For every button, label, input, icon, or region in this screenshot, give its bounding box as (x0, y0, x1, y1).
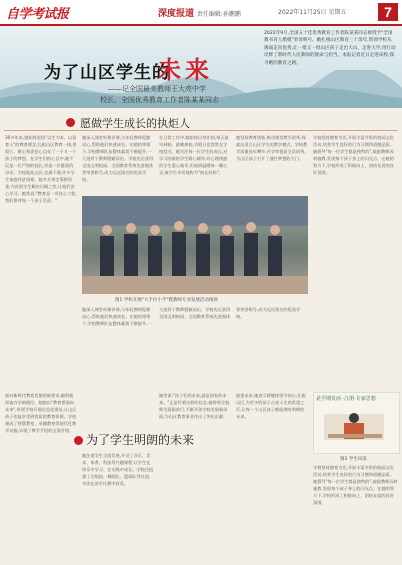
hero-subtitle-1: ——记全国最美教师王大亮中学 (108, 85, 206, 93)
section1-right-column: 学校坚持德育为先,开展丰富多彩的校园文化活动,培养学生良好的行为习惯和道德品质。她倡导"每一位学生都是独特的",鼓励教师因材施教,发现每个孩子身上的闪光点。在她的努力下,学校形成了积极向上、团结友爱的良好氛围。 (313, 135, 394, 175)
section2-column-4: 展望未来,她表示将继续坚守初心,扎根山区,为更多的孩子点亮人生的希望之灯,让每一个山区孩子都能拥有明朗的未来。 (236, 393, 306, 419)
divider (4, 130, 398, 131)
hero-subtitle-2: 校长、全国优秀教育工作者陈某某同志 (100, 96, 219, 104)
hero-title-emphasis: 未来 (157, 55, 213, 84)
section-name: 深度报道 (158, 9, 195, 19)
editor-credit: 责任编辑:孙鹏鹏 (196, 11, 241, 18)
newspaper-logo: 自学考试报 (6, 7, 69, 22)
group-photo (82, 196, 308, 294)
page-number: 7 (378, 3, 398, 21)
section2-column-2: 她注重学生全面发展,开设了音乐、美术、体育、科技等兴趣课程,让学生在快乐中学习、在实践中成长。学校还组建了合唱团、舞蹈队、篮球队等社团,多次在省市比赛中获奖。 (82, 453, 154, 486)
section2-heading: 为了学生明朗的未来 (86, 433, 195, 447)
section2-column-3: 她常说:"孩子们的未来,就是国家的未来。"正是怀着这样的信念,她带领全校师生砥砺前行,不断开创学校发展新局面,为山区教育事业作出了突出贡献。 (159, 393, 230, 419)
section1-heading: 愿做学生成长的执炬人 (80, 117, 190, 130)
hero-intro: 2022年9月,全国五十佳优秀教育工作者陈某某同志被授予"全国教书育人楷模"荣誉称号。她扎根山区教育三十余年,带领学校从薄弱走向优秀,让一批又一批山区孩子走出大山、走进大学,用行动诠释了新时代人民教师的使命与担当。本报记者近日走进该校,探寻她的教育之路。 (264, 31, 396, 66)
section-bullet-icon (66, 118, 75, 127)
issue-date: 2022年11月25日 星期五 (278, 9, 347, 16)
student-photo (313, 392, 400, 454)
photo2-caption: 图2 学生风采 (340, 457, 367, 462)
photo2-banner: 是学期发而 ·注册·专家思想 (316, 396, 376, 402)
section2-column-1: 面对新时代教育发展的新要求,她积极探索办学新路径。她提出"教育要面向未来",带领学校开展信息化建设,让山区孩子也能享受到优质的教育资源。学校建成了智慧教室、录播教室等现代化教学设施,实现了教学手段的全面升级。 (5, 393, 77, 433)
section2-right-column: 学校坚持德育为先,开展丰富多彩的校园文化活动,培养学生良好的行为习惯和道德品质。她倡导"每一位学生都是独特的",鼓励教师因材施教,发现每个孩子身上的闪光点。在她的努力下,学校形成了积极向上、团结友爱的良好氛围。 (313, 465, 398, 505)
section1-column-1: 30多年来,她始终坚持"以生为本、以爱育人"的教育理念,扎根山区教育一线,用爱心、耐心和责任心点亮了一个又一个孩子的梦想。在学生们的心目中,她不仅是一位严格的校长,更是一位慈爱的母亲。学校地处山区,交通不便,许多学生家庭经济困难。她多方奔走筹措资金,为贫困学生解决后顾之忧,让他们安心学习。她常说:"教育是一项良心工程,我们要对每一个孩子负责。" (5, 135, 77, 203)
hero-title: 为了山区学生的 (44, 63, 170, 83)
section1-lower-text: 她深入课堂听课评课,与年轻教师促膝谈心,帮助他们快速成长。在她的带领下,学校教师队伍整体素质不断提升,一大批骨干教师脱颖而出。学校先后获得全国文明校园、全国教育系统先进集体等荣誉称号,成为远近闻名的优质学校。 (82, 307, 301, 326)
section-label (158, 6, 241, 19)
photo1-caption: 图1 学校开展"大手拉小手"暨教师专业发展活动现场 (115, 298, 218, 303)
section1-column-4: 她坚持教育创新,推动课堂教学改革,探索出适合山区学生的教学模式。学校教学质量连年攀升,升学率稳居全县前列,为山区孩子打开了通往梦想的大门。 (236, 135, 308, 161)
section1-column-2: 她深入课堂听课评课,与年轻教师促膝谈心,帮助他们快速成长。在她的带领下,学校教师队伍整体素质不断提升,一大批骨干教师脱颖而出。学校先后获得全国文明校园、全国教育系统先进集体等荣誉称号,成为远近闻名的优质学校。 (82, 135, 154, 182)
section1-column-3: 在日常工作中,她始终以身作则,每天最早到校、最晚离校,节假日也常常在学校度过。她关注每一位学生的成长,对学习困难的学生耐心辅导,对心理困惑的学生悉心疏导,用真情温暖每一颗心灵,被学生亲切地称为"校长妈妈"。 (159, 135, 229, 175)
